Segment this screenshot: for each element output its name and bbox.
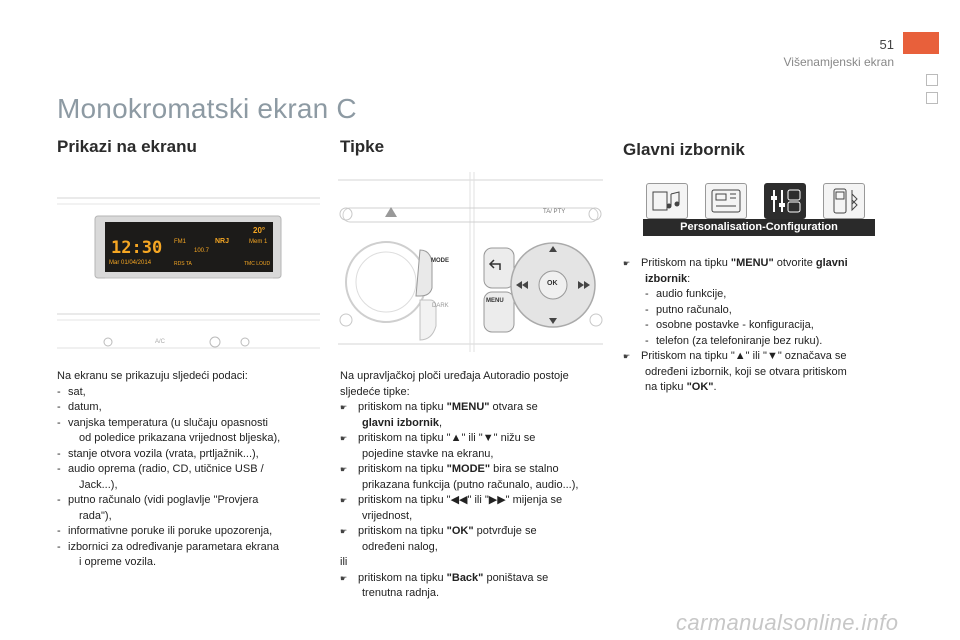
screen-temp: 20°: [253, 226, 266, 235]
menu-step-1: ☛ Pritiskom na tipku "MENU" otvorite glavni: [623, 257, 848, 269]
menu-button[interactable]: MENU: [486, 298, 504, 304]
display-list-item: rada"),: [79, 509, 112, 522]
bullet-ok: ☛ pritiskom na tipku "OK" potvrđuje se: [340, 525, 537, 537]
dash-marker: -: [57, 385, 61, 398]
menu-subitem: - telefon (za telefoniranje bez ruku).: [645, 334, 823, 347]
ac-label: A/C: [155, 339, 166, 345]
screen-rds: RDS TA: [174, 261, 192, 267]
buttons-text: [340, 369, 610, 602]
display-list-item: - putno računalo (vidi poglavlje "Provjera: [57, 493, 327, 509]
screen-time: 12:30: [111, 238, 163, 258]
nav-box-1: [926, 74, 938, 86]
bullet-mode: ☛ pritiskom na tipku "MODE" bira se stalno: [340, 463, 559, 475]
menu-step-1-cont: izbornik:: [645, 272, 691, 285]
bullet-back: ☛ pritiskom na tipku "Back" poništava se: [340, 571, 549, 584]
menu-step-2-cont: određeni izbornik, koji se otvara pritiskom: [645, 365, 847, 378]
nav-box-2: [926, 92, 938, 104]
menu-icon-trip-computer: [705, 183, 747, 219]
menu-subitem: - putno računalo,: [645, 303, 732, 316]
down-arrow-icon: ▼: [482, 432, 494, 444]
dash-marker: -: [57, 416, 61, 429]
menu-sublist: [623, 287, 893, 349]
menu-subitem: - osobne postavke - konfiguracija,: [645, 319, 814, 331]
buttons-heading: Tipke: [340, 137, 385, 156]
dash-marker: -: [57, 401, 61, 413]
display-list: [57, 385, 327, 571]
screen-loud: TMC LOUD: [244, 261, 271, 267]
display-list-item: - sat,: [57, 385, 327, 401]
ta-pty-label: TA/ PTY: [543, 209, 566, 215]
bullet-leftright: ☛ pritiskom na tipku "◀◀" ili "▶▶" mijenja se: [340, 494, 563, 506]
dash-marker: -: [57, 463, 61, 475]
buttons-intro-1: Na upravljačkoj ploči uređaja Autoradio postoje: [340, 370, 569, 382]
bullet-ok-cont: određeni nalog,: [362, 540, 438, 553]
menu-step-2-cont2: na tipku "OK".: [645, 381, 717, 393]
display-heading: Prikazi na ekranu: [57, 137, 197, 156]
screen-memory: Mem 1: [249, 239, 268, 245]
bullet-updown-cont: pojedine stavke na ekranu,: [362, 447, 494, 460]
main-menu-text: [623, 256, 893, 396]
bullet-menu: ☛ pritiskom na tipku "MENU" otvara se: [340, 401, 538, 413]
menu-subitem: - audio funkcije,: [645, 288, 727, 300]
dash-marker: -: [57, 494, 61, 506]
display-list-item: - stanje otvora vozila (vrata, prtljažnik...),: [57, 447, 327, 463]
rewind-icon: ◀◀: [450, 494, 468, 506]
display-intro: Na ekranu se prikazuju sljedeći podaci:: [57, 370, 248, 382]
menu-bar-label: Personalisation-Configuration: [643, 219, 875, 236]
panel-illustration: [338, 172, 603, 357]
display-list-item: - datum,: [57, 400, 327, 416]
buttons-intro-2: sljedeće tipke:: [340, 385, 410, 398]
mode-button[interactable]: MODE: [431, 258, 449, 264]
bullet-leftright-cont: vrijednost,: [362, 509, 413, 522]
bullet-updown: ☛ pritiskom na tipku "▲" ili "▼" nižu se: [340, 432, 536, 444]
forward-icon: ▶▶: [488, 494, 506, 506]
display-text: [57, 369, 327, 571]
or-text: ili: [340, 556, 348, 568]
display-list-item: i opreme vozila.: [79, 556, 157, 568]
dark-button[interactable]: DARK: [432, 303, 449, 309]
menu-icon-audio: [646, 183, 688, 219]
display-list-item: - informativne poruke ili poruke upozorenja,: [57, 524, 327, 540]
up-arrow-icon: ▲: [734, 350, 746, 362]
up-arrow-icon: ▲: [450, 432, 462, 444]
display-list-item: Jack...),: [79, 478, 118, 491]
display-illustration: [57, 180, 320, 360]
dash-marker: -: [57, 447, 61, 460]
bullet-mode-cont: prikazana funkcija (putno računalo, audio...),: [362, 478, 579, 491]
display-list-item: - vanjska temperatura (u slučaju opasnosti: [57, 416, 327, 432]
main-menu-heading: Glavni izbornik: [623, 140, 745, 159]
display-list-item: - audio oprema (radio, CD, utičnice USB /: [57, 462, 327, 478]
menu-icon-telephone: [823, 183, 865, 219]
screen-band: FM1: [174, 239, 186, 245]
chapter-tab: [903, 32, 939, 54]
down-arrow-icon: ▼: [766, 350, 778, 362]
screen-date: Mar 01/04/2014: [109, 260, 152, 266]
screen-frequency: 100.7: [194, 248, 210, 254]
display-list-item: - izbornici za određivanje parametara ekrana: [57, 540, 327, 556]
menu-icon-personalisation: [764, 183, 806, 219]
watermark: carmanualsonline.info: [676, 610, 899, 635]
page-title: Monokromatski ekran C: [57, 93, 357, 124]
screen-station: NRJ: [215, 238, 230, 245]
dash-marker: -: [57, 540, 61, 553]
dash-marker: -: [57, 525, 61, 537]
ok-button[interactable]: OK: [547, 280, 558, 287]
bullet-back-cont: trenutna radnja.: [362, 587, 440, 599]
section-title: Višenamjenski ekran: [783, 55, 894, 69]
page-number: 51: [879, 37, 894, 52]
menu-step-2: ☛ Pritiskom na tipku "▲" ili "▼" označava se: [623, 350, 847, 362]
display-list-item: od poledice prikazana vrijednost bljeska),: [79, 432, 281, 444]
bullet-menu-cont: glavni izbornik,: [362, 416, 443, 429]
